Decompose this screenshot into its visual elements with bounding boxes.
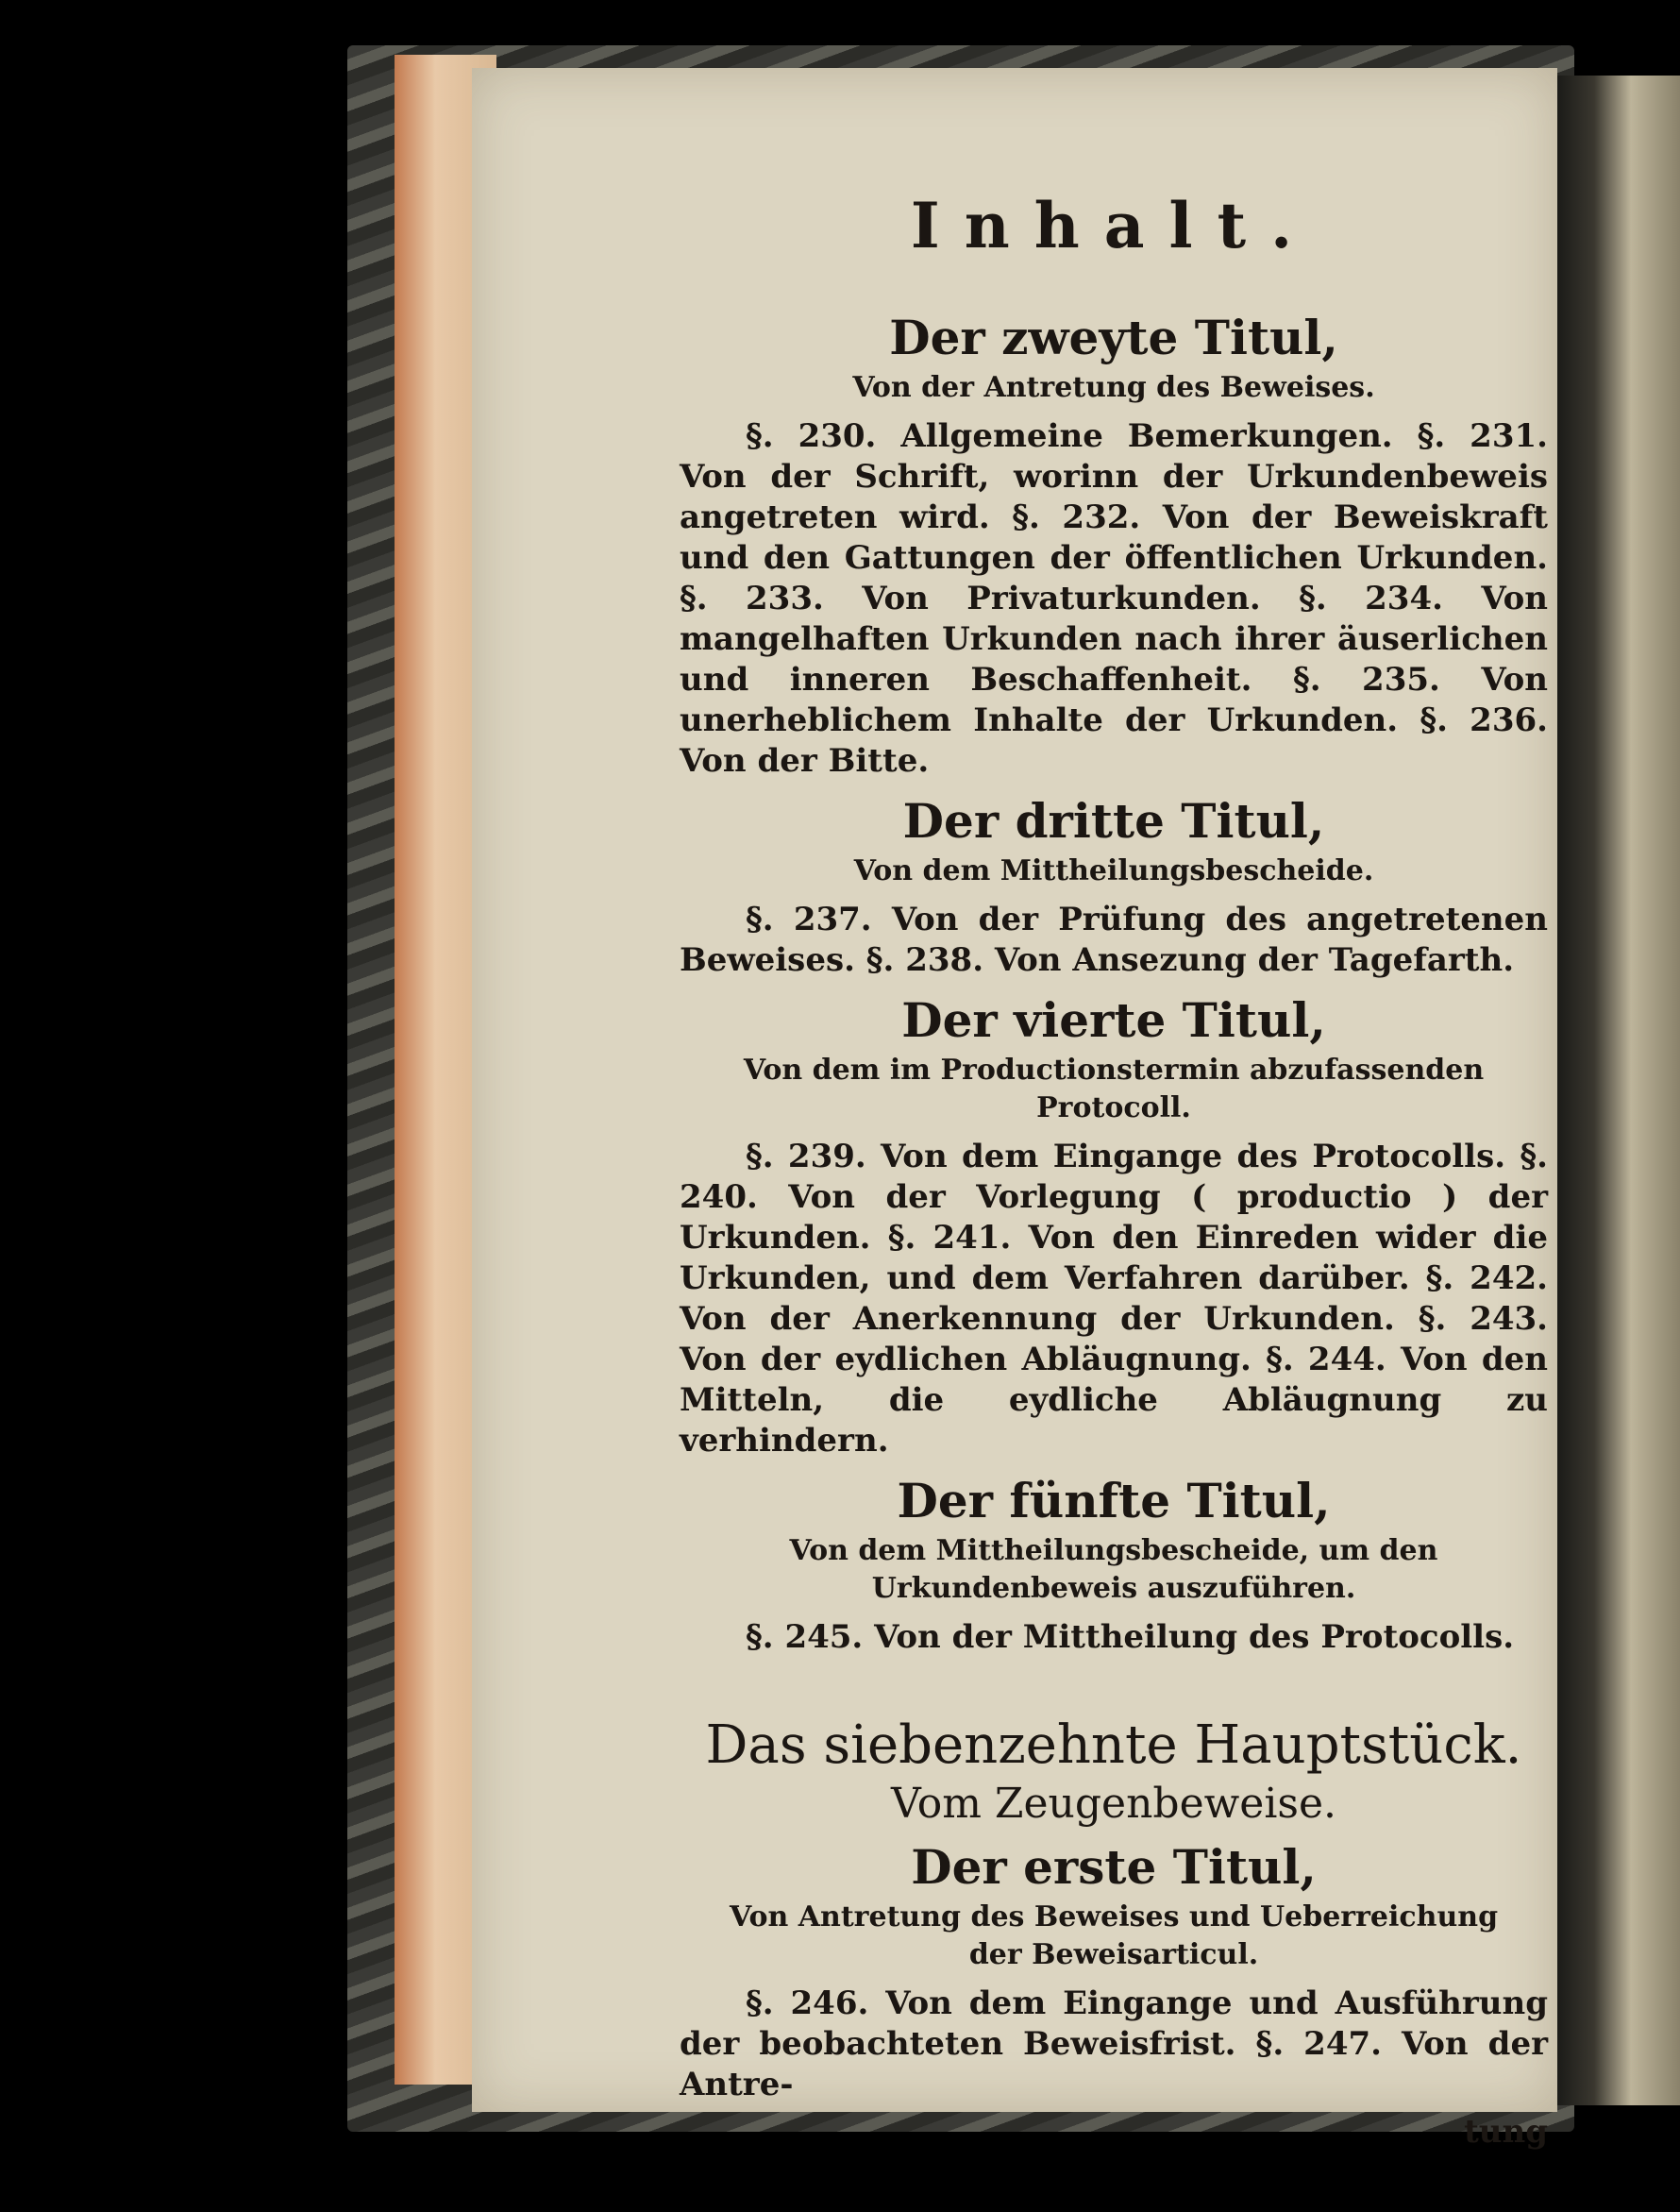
section-heading: Der vierte Titul,: [901, 992, 1326, 1048]
section-heading: Der erste Titul,: [911, 1839, 1317, 1895]
section-heading: Der zweyte Titul,: [889, 310, 1338, 365]
section-vierte: [680, 992, 1548, 1461]
section-subtitle: Von Antretung des Beweises und Ueberreichung der Beweisarticul.: [729, 1900, 1499, 1971]
section-body: §. 230. Allgemeine Bemerkungen. §. 231. Von der Schrift, worinn der Urkundenbeweis angetreten wird. §. 232. Von der Beweiskraft und den Gattungen der öffentlichen Urkunden. §. 233. Von Privaturkunden. §. 234. Von mangelhaften Urkunden nach ihrer äuserlichen und inneren Beschaffenheit. §. 235. Von unerheblichem Inhalte der Urkunden. §. 236. Von der Bitte.: [680, 417, 1548, 780]
section-erste: [680, 1839, 1548, 2105]
page-text: [680, 189, 1548, 2151]
section-body: §. 245. Von der Mittheilung des Protocolls.: [746, 1618, 1515, 1656]
chapter-heading: Das siebenzehnte Hauptstück.: [705, 1714, 1522, 1776]
section-zweyte: [680, 310, 1548, 782]
section-subtitle: Von dem im Productionstermin abzufassenden Protocoll.: [743, 1054, 1485, 1124]
section-heading: Der fünfte Titul,: [897, 1473, 1331, 1528]
section-fuenfte: [680, 1473, 1548, 1658]
section-body: §. 239. Von dem Eingange des Protocolls. §. 240. Von der Vorlegung ( productio ) der Urkunden. §. 241. Von den Einreden wider die Urkunden, und dem Verfahren darüber. §. 242. Von der Anerkennung der Urkunden. §. 243. Von der eydlichen Abläugnung. §. 244. Von den Mitteln, die eydliche Abläugnung zu verhindern.: [680, 1138, 1548, 1460]
chapter-subtitle: Vom Zeugenbeweise.: [890, 1780, 1336, 1828]
section-dritte: [680, 793, 1548, 981]
section-subtitle: Von der Antretung des Beweises.: [852, 371, 1375, 404]
section-subtitle: Von dem Mittheilungsbescheide, um den Urkundenbeweis auszuführen.: [789, 1534, 1438, 1605]
section-body: §. 246. Von dem Eingange und Ausführung der beobachteten Beweisfrist. §. 247. Von der Antre-: [680, 1984, 1548, 2103]
book-spine: [1557, 76, 1680, 2105]
catchword: tung: [1464, 2113, 1548, 2151]
section-heading: Der dritte Titul,: [902, 793, 1325, 849]
section-subtitle: Von dem Mittheilungsbescheide.: [853, 854, 1374, 887]
page-title: Inhalt.: [910, 189, 1318, 262]
section-body: §. 237. Von der Prüfung des angetretenen Beweises. §. 238. Von Ansezung der Tagefarth.: [680, 901, 1548, 979]
